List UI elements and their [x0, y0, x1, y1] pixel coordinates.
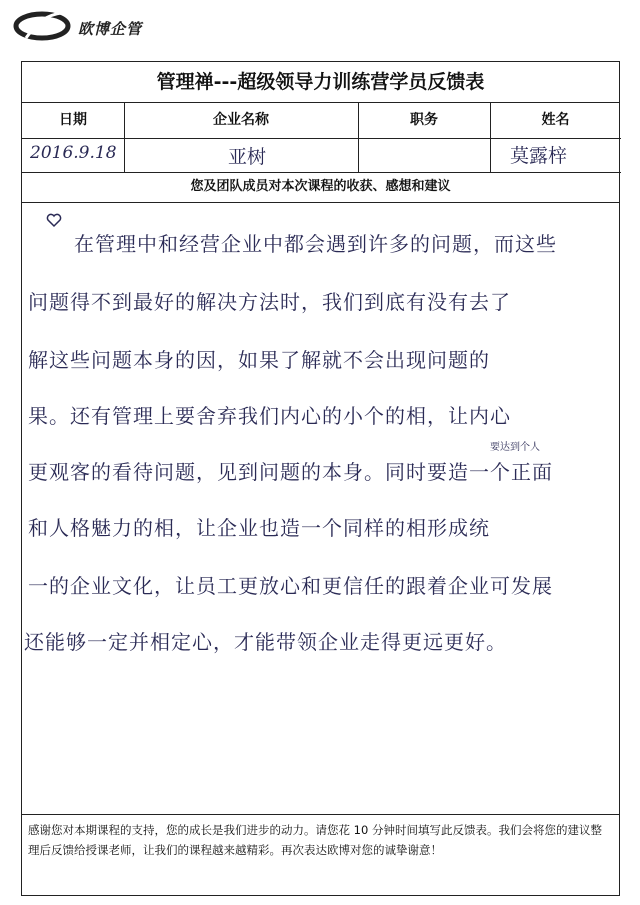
grid-divider	[124, 102, 125, 172]
grid-divider	[490, 102, 491, 172]
bullet-heart-icon	[44, 210, 64, 230]
insert-note: 要达到个人	[490, 442, 540, 453]
feedback-line: 一的企业文化，让员工更放心和更信任的跟着企业可发展	[28, 574, 553, 598]
position-cell[interactable]	[358, 138, 490, 173]
feedback-line: 果。还有管理上要舍弃我们内心的小个的相，让内心	[28, 404, 511, 428]
feedback-form	[21, 61, 620, 896]
header-position: 职务	[358, 102, 490, 139]
form-title: 管理禅---超级领导力训练营学员反馈表	[22, 62, 619, 103]
date-value: 2016.9.18	[30, 143, 117, 163]
company-cell[interactable]	[124, 138, 358, 173]
header-date: 日期	[22, 102, 124, 139]
feedback-line: 在管理中和经营企业中都会遇到许多的问题，而这些	[74, 232, 557, 256]
footer-divider	[22, 814, 619, 815]
date-cell[interactable]	[22, 138, 124, 173]
company-logo	[12, 6, 162, 46]
header-company: 企业名称	[124, 102, 358, 139]
feedback-line: 还能够一定并相定心，才能带领企业走得更远更好。	[24, 630, 507, 654]
footer-note: 感谢您对本期课程的支持，您的成长是我们进步的动力。请您花 10 分钟时间填写此反馈表。我们会将您的建议整理后反馈给授课老师，让我们的课程越来越精彩。再次表达欧博对您的诚挚谢意！	[28, 823, 602, 857]
feedback-line: 更观客的看待问题，见到问题的本身。同时要造一个正面	[28, 460, 553, 484]
name-value: 莫露梓	[510, 145, 568, 167]
company-value: 亚树	[228, 146, 267, 168]
grid-divider	[358, 102, 359, 172]
logo-emblem-icon	[12, 6, 72, 46]
header-name: 姓名	[490, 102, 621, 139]
logo-text: 欧博企管	[78, 20, 143, 38]
feedback-line: 和人格魅力的相，让企业也造一个同样的相形成统	[28, 516, 490, 540]
name-cell[interactable]	[490, 138, 621, 173]
section-title: 您及团队成员对本次课程的收获、感想和建议	[22, 172, 619, 203]
feedback-line: 解这些问题本身的因，如果了解就不会出现问题的	[28, 348, 490, 372]
feedback-line: 问题得不到最好的解决方法时，我们到底有没有去了	[28, 290, 511, 314]
feedback-area[interactable]	[22, 202, 621, 814]
